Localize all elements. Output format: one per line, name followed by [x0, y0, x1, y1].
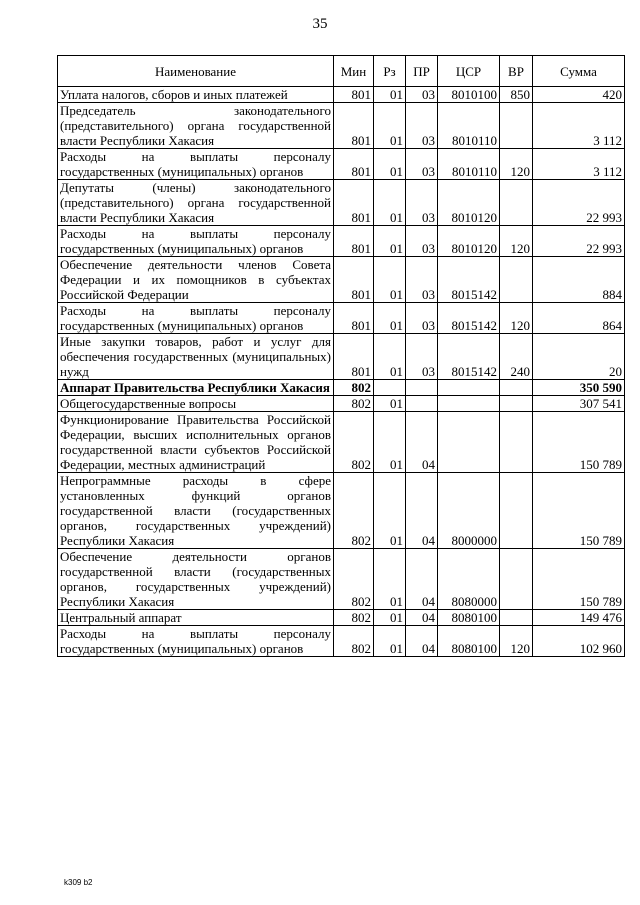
cell-sum: 150 789 [533, 412, 625, 473]
cell-min: 801 [334, 180, 374, 226]
cell-vr [500, 549, 533, 610]
cell-name: Обеспечение деятельности членов Совета Федерации и их помощников в субъектах Российской Федерации [58, 257, 334, 303]
table-row [58, 303, 625, 334]
cell-vr [500, 257, 533, 303]
header-csr: ЦСР [438, 56, 500, 87]
table-row [58, 180, 625, 226]
table-row [58, 380, 625, 396]
cell-min: 802 [334, 473, 374, 549]
cell-pr [406, 396, 438, 412]
table-row [58, 396, 625, 412]
cell-min: 802 [334, 412, 374, 473]
cell-min: 801 [334, 334, 374, 380]
cell-sum: 22 993 [533, 226, 625, 257]
cell-min: 802 [334, 549, 374, 610]
cell-rz: 01 [374, 626, 406, 657]
table-header [58, 56, 625, 87]
cell-name: Центральный аппарат [58, 610, 334, 626]
cell-rz: 01 [374, 257, 406, 303]
cell-pr: 03 [406, 103, 438, 149]
cell-rz: 01 [374, 149, 406, 180]
cell-sum: 884 [533, 257, 625, 303]
cell-sum: 150 789 [533, 473, 625, 549]
table-row [58, 257, 625, 303]
cell-sum: 3 112 [533, 103, 625, 149]
cell-sum: 22 993 [533, 180, 625, 226]
cell-name: Расходы на выплаты персоналу государственных (муниципальных) органов [58, 226, 334, 257]
cell-min: 801 [334, 149, 374, 180]
table-row [58, 610, 625, 626]
cell-csr [438, 412, 500, 473]
cell-rz: 01 [374, 87, 406, 103]
cell-vr: 120 [500, 149, 533, 180]
cell-vr [500, 180, 533, 226]
cell-sum: 420 [533, 87, 625, 103]
cell-rz: 01 [374, 226, 406, 257]
cell-rz: 01 [374, 412, 406, 473]
cell-vr [500, 412, 533, 473]
header-pr: ПР [406, 56, 438, 87]
cell-vr: 850 [500, 87, 533, 103]
cell-vr [500, 473, 533, 549]
cell-pr: 03 [406, 149, 438, 180]
cell-name: Уплата налогов, сборов и иных платежей [58, 87, 334, 103]
cell-rz: 01 [374, 610, 406, 626]
cell-name: Общегосударственные вопросы [58, 396, 334, 412]
cell-name: Расходы на выплаты персоналу государственных (муниципальных) органов [58, 303, 334, 334]
cell-pr: 03 [406, 87, 438, 103]
cell-rz: 01 [374, 473, 406, 549]
cell-vr [500, 103, 533, 149]
cell-vr: 120 [500, 226, 533, 257]
cell-csr: 8000000 [438, 473, 500, 549]
header-sum: Сумма [533, 56, 625, 87]
cell-csr [438, 380, 500, 396]
table-body [58, 87, 625, 657]
cell-min: 801 [334, 226, 374, 257]
cell-sum: 150 789 [533, 549, 625, 610]
cell-csr: 8080000 [438, 549, 500, 610]
cell-min: 801 [334, 257, 374, 303]
cell-rz: 01 [374, 334, 406, 380]
cell-csr: 8015142 [438, 303, 500, 334]
cell-vr [500, 380, 533, 396]
table-row [58, 87, 625, 103]
cell-name: Аппарат Правительства Республики Хакасия [58, 380, 334, 396]
cell-sum: 149 476 [533, 610, 625, 626]
cell-pr: 03 [406, 180, 438, 226]
table-row [58, 226, 625, 257]
cell-rz: 01 [374, 103, 406, 149]
cell-pr: 03 [406, 226, 438, 257]
budget-table [57, 55, 625, 657]
cell-name: Депутаты (члены) законодательного (представительного) органа государственной власти Республики Хакасия [58, 180, 334, 226]
cell-csr: 8010120 [438, 226, 500, 257]
page-number: 35 [312, 16, 328, 32]
table-row [58, 149, 625, 180]
cell-pr: 03 [406, 334, 438, 380]
cell-name: Функционирование Правительства Российской Федерации, высших исполнительных органов государственной власти субъектов Российской Федерации, местных администраций [58, 412, 334, 473]
cell-vr: 120 [500, 303, 533, 334]
cell-vr: 120 [500, 626, 533, 657]
cell-name: Обеспечение деятельности органов государственной власти (государственных органов, государственных учреждений) Республики Хакасия [58, 549, 334, 610]
cell-sum: 102 960 [533, 626, 625, 657]
cell-pr: 04 [406, 412, 438, 473]
header-name: Наименование [58, 56, 334, 87]
cell-name: Непрограммные расходы в сфере установленных функций органов государственной власти (государственных органов, государственных учреждений) Республики Хакасия [58, 473, 334, 549]
cell-csr: 8015142 [438, 257, 500, 303]
cell-min: 801 [334, 103, 374, 149]
cell-csr: 8080100 [438, 626, 500, 657]
cell-vr [500, 396, 533, 412]
cell-pr: 03 [406, 257, 438, 303]
cell-sum: 307 541 [533, 396, 625, 412]
header-rz: Рз [374, 56, 406, 87]
cell-pr: 03 [406, 303, 438, 334]
cell-csr: 8015142 [438, 334, 500, 380]
cell-pr: 04 [406, 549, 438, 610]
cell-sum: 350 590 [533, 380, 625, 396]
cell-vr: 240 [500, 334, 533, 380]
cell-sum: 20 [533, 334, 625, 380]
cell-sum: 864 [533, 303, 625, 334]
cell-name: Расходы на выплаты персоналу государственных (муниципальных) органов [58, 149, 334, 180]
cell-rz: 01 [374, 303, 406, 334]
cell-pr [406, 380, 438, 396]
table-row [58, 549, 625, 610]
cell-csr: 8010110 [438, 103, 500, 149]
cell-rz [374, 380, 406, 396]
cell-name: Иные закупки товаров, работ и услуг для обеспечения государственных (муниципальных) нужд [58, 334, 334, 380]
cell-name: Председатель законодательного (представительного) органа государственной власти Республики Хакасия [58, 103, 334, 149]
cell-min: 802 [334, 396, 374, 412]
cell-rz: 01 [374, 396, 406, 412]
cell-min: 802 [334, 626, 374, 657]
header-min: Мин [334, 56, 374, 87]
cell-pr: 04 [406, 626, 438, 657]
cell-csr: 8010100 [438, 87, 500, 103]
table-row [58, 334, 625, 380]
table-row [58, 473, 625, 549]
cell-pr: 04 [406, 610, 438, 626]
cell-rz: 01 [374, 549, 406, 610]
cell-vr [500, 610, 533, 626]
cell-pr: 04 [406, 473, 438, 549]
table-row [58, 412, 625, 473]
cell-csr [438, 396, 500, 412]
cell-min: 802 [334, 610, 374, 626]
cell-csr: 8010120 [438, 180, 500, 226]
cell-name: Расходы на выплаты персоналу государственных (муниципальных) органов [58, 626, 334, 657]
cell-rz: 01 [374, 180, 406, 226]
cell-min: 801 [334, 87, 374, 103]
table-row [58, 626, 625, 657]
cell-csr: 8080100 [438, 610, 500, 626]
cell-csr: 8010110 [438, 149, 500, 180]
table-row [58, 103, 625, 149]
footer-code: k309 b2 [64, 878, 93, 887]
header-vr: ВР [500, 56, 533, 87]
cell-min: 802 [334, 380, 374, 396]
cell-min: 801 [334, 303, 374, 334]
cell-sum: 3 112 [533, 149, 625, 180]
